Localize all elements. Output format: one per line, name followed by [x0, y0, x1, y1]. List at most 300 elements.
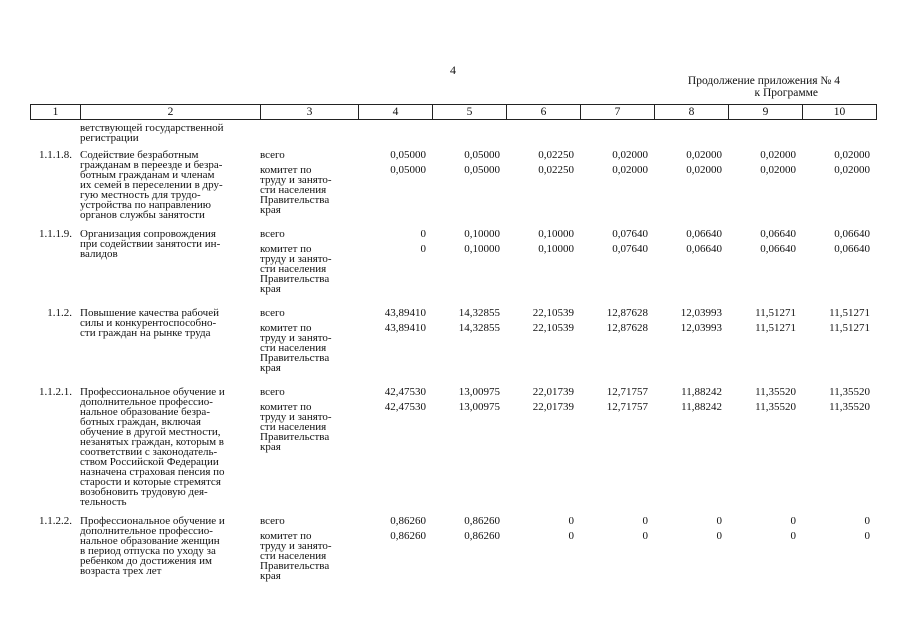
- text-line: в период отпуска по уходу за: [80, 545, 216, 557]
- value-block: [506, 531, 574, 581]
- value-spacer: [580, 432, 648, 442]
- value-cell: [654, 302, 728, 381]
- value-cell: [580, 381, 654, 510]
- value: 0,05000: [390, 149, 426, 161]
- value: 22,01739: [532, 401, 574, 413]
- value-cell: [654, 223, 728, 302]
- value-spacer: [728, 422, 796, 432]
- empty-cell: [260, 122, 358, 144]
- text-line: труду и занято-: [260, 174, 332, 186]
- value-block: [802, 387, 870, 397]
- header-cell: 3: [261, 105, 359, 120]
- value-block: [432, 165, 500, 215]
- value-spacer: [728, 561, 796, 571]
- value-block: [802, 165, 870, 215]
- value: 11,35520: [755, 386, 796, 398]
- value: 11,51271: [829, 307, 870, 319]
- value-block: [506, 244, 574, 294]
- value-block: [506, 402, 574, 452]
- value: 12,71757: [606, 386, 648, 398]
- value-spacer: [802, 185, 870, 195]
- value-spacer: [728, 185, 796, 195]
- value-spacer: [506, 333, 574, 343]
- table-row: [30, 381, 876, 510]
- name-cell: [80, 122, 260, 144]
- value: 0,02000: [760, 164, 796, 176]
- value: 11,35520: [755, 401, 796, 413]
- text-line: органов службы занятости: [80, 209, 205, 221]
- value: 14,32855: [458, 307, 500, 319]
- text-line: труду и занято-: [260, 253, 332, 265]
- empty-cell: [802, 122, 876, 144]
- value-block: [654, 531, 722, 581]
- header-cell: 4: [359, 105, 433, 120]
- value: 13,00975: [458, 386, 500, 398]
- text-lines: [80, 150, 260, 220]
- value-block: [728, 531, 796, 581]
- value-block: [358, 308, 426, 318]
- value: 42,47530: [384, 401, 426, 413]
- value-spacer: [728, 205, 796, 215]
- value-spacer: [506, 551, 574, 561]
- value-spacer: [654, 205, 722, 215]
- value-spacer: [802, 264, 870, 274]
- value: 22,10539: [532, 322, 574, 334]
- value-spacer: [358, 343, 426, 353]
- value: 0,86260: [464, 515, 500, 527]
- value-spacer: [432, 254, 500, 264]
- value-spacer: [802, 333, 870, 343]
- value-spacer: [654, 363, 722, 373]
- value-spacer: [728, 432, 796, 442]
- value-spacer: [506, 274, 574, 284]
- text-line: края: [260, 362, 281, 374]
- value-block: [506, 165, 574, 215]
- text-line: всего: [260, 515, 285, 527]
- empty-cell: [506, 122, 580, 144]
- header-cell: 2: [81, 105, 261, 120]
- value-spacer: [432, 412, 500, 422]
- value-spacer: [802, 274, 870, 284]
- value: 0,06640: [760, 228, 796, 240]
- value-spacer: [432, 195, 500, 205]
- value-block: [432, 323, 500, 373]
- appendix-caption-line1: Продолжение приложения № 4: [687, 75, 840, 87]
- text-line: Организация сопровождения: [80, 228, 216, 240]
- code-cell: 1.1.1.8.: [39, 149, 72, 161]
- value-block: [728, 387, 796, 397]
- value-spacer: [654, 284, 722, 294]
- name-cell: [80, 381, 260, 510]
- table-body: [30, 122, 876, 589]
- text-line: возобновить трудовую дея-: [80, 486, 208, 498]
- value-spacer: [358, 185, 426, 195]
- value-block: [506, 323, 574, 373]
- header-cell: 6: [507, 105, 581, 120]
- value: 42,47530: [384, 386, 426, 398]
- value-spacer: [580, 175, 648, 185]
- value-block: [432, 387, 500, 397]
- value: 0,02000: [612, 149, 648, 161]
- code-cell: 1.1.2.: [47, 307, 72, 319]
- value-spacer: [358, 363, 426, 373]
- value: 0: [420, 243, 426, 255]
- text-line: сти населения: [260, 263, 327, 275]
- value: 0,10000: [538, 243, 574, 255]
- text-lines: [260, 402, 358, 452]
- value-cell: [728, 144, 802, 223]
- value-spacer: [654, 551, 722, 561]
- text-line: всего: [260, 149, 285, 161]
- empty-cell: [728, 122, 802, 144]
- value-spacer: [580, 561, 648, 571]
- value: 43,89410: [384, 307, 426, 319]
- value-cell: [358, 510, 432, 589]
- value-spacer: [728, 353, 796, 363]
- value-block: [654, 387, 722, 397]
- value-block: [654, 402, 722, 452]
- code-cell: 1.1.1.9.: [39, 228, 72, 240]
- value-block: [358, 387, 426, 397]
- value-block: [580, 531, 648, 581]
- value-spacer: [358, 432, 426, 442]
- value: 11,88242: [681, 401, 722, 413]
- value-cell: [728, 381, 802, 510]
- value-spacer: [802, 195, 870, 205]
- appendix-caption: [640, 75, 840, 99]
- value-spacer: [432, 343, 500, 353]
- text-lines: [80, 229, 260, 259]
- code-cell: 1.1.2.2.: [39, 515, 72, 527]
- value-block: [580, 323, 648, 373]
- value-cell: [728, 510, 802, 589]
- value-spacer: [358, 264, 426, 274]
- value-block: [580, 150, 648, 160]
- value-block: [506, 516, 574, 526]
- value-spacer: [432, 442, 500, 452]
- text-line: назначена страховая пенсия по: [80, 466, 225, 478]
- value-block: [580, 402, 648, 452]
- value-block: [728, 323, 796, 373]
- value: 0,02000: [834, 164, 870, 176]
- value: 12,87628: [606, 307, 648, 319]
- value: 11,88242: [681, 386, 722, 398]
- header-cell: 5: [433, 105, 507, 120]
- table-row: [30, 302, 876, 381]
- text-line: края: [260, 283, 281, 295]
- text-line: Повышение качества рабочей: [80, 307, 219, 319]
- value-spacer: [506, 284, 574, 294]
- value-cell: [432, 302, 506, 381]
- text-line: нальное образование безра-: [80, 406, 210, 418]
- value-block: [802, 402, 870, 452]
- value-cell: [802, 510, 876, 589]
- value-spacer: [654, 343, 722, 353]
- value: 22,10539: [532, 307, 574, 319]
- value-spacer: [728, 571, 796, 581]
- header-cell: 10: [803, 105, 877, 120]
- text-line: дополнительное профессио-: [80, 396, 213, 408]
- value: 0,02000: [760, 149, 796, 161]
- value: 0: [568, 515, 574, 527]
- value-cell: [802, 302, 876, 381]
- value-cell: [802, 144, 876, 223]
- value: 0,02000: [612, 164, 648, 176]
- text-line: Правительства: [260, 560, 330, 572]
- text-line: ством Российской Федерации: [80, 456, 219, 468]
- value-spacer: [654, 185, 722, 195]
- value-spacer: [802, 353, 870, 363]
- value-spacer: [580, 442, 648, 452]
- value-spacer: [802, 551, 870, 561]
- text-line: ребенком до достижения им: [80, 555, 212, 567]
- value-spacer: [358, 561, 426, 571]
- value-cell: [580, 144, 654, 223]
- value: 0,06640: [760, 243, 796, 255]
- value-spacer: [358, 254, 426, 264]
- text-lines: [260, 516, 358, 526]
- value-cell: [728, 302, 802, 381]
- text-line: всего: [260, 228, 285, 240]
- table-row: [30, 510, 876, 589]
- value-spacer: [654, 264, 722, 274]
- text-line: нальное образование женщин: [80, 535, 220, 547]
- value-spacer: [358, 442, 426, 452]
- value-spacer: [506, 412, 574, 422]
- value: 0,06640: [686, 243, 722, 255]
- value: 0,05000: [390, 164, 426, 176]
- value-spacer: [358, 422, 426, 432]
- value-spacer: [358, 551, 426, 561]
- value: 0,86260: [390, 530, 426, 542]
- text-line: ветствующей государственной: [80, 122, 224, 134]
- value-block: [580, 387, 648, 397]
- value-block: [728, 229, 796, 239]
- value-spacer: [432, 274, 500, 284]
- source-cell: [260, 381, 358, 510]
- text-line: ботных граждан, включая: [80, 416, 201, 428]
- text-line: силы и конкурентоспособно-: [80, 317, 217, 329]
- value-spacer: [506, 175, 574, 185]
- value-spacer: [358, 412, 426, 422]
- text-lines: [260, 387, 358, 397]
- value-block: [728, 150, 796, 160]
- text-line: ботным гражданам и членам: [80, 169, 215, 181]
- value-block: [506, 308, 574, 318]
- continuation-row: [30, 122, 876, 144]
- name-cell: [80, 510, 260, 589]
- value-cell: [802, 223, 876, 302]
- value-block: [654, 308, 722, 318]
- text-line: края: [260, 204, 281, 216]
- text-lines: [80, 516, 260, 576]
- value-spacer: [580, 353, 648, 363]
- value-spacer: [728, 254, 796, 264]
- empty-cell: [432, 122, 506, 144]
- value-spacer: [654, 175, 722, 185]
- value-block: [358, 244, 426, 294]
- value: 43,89410: [384, 322, 426, 334]
- value-spacer: [728, 412, 796, 422]
- value-spacer: [580, 343, 648, 353]
- value-block: [506, 387, 574, 397]
- value-cell: [580, 302, 654, 381]
- empty-cell: [654, 122, 728, 144]
- value-block: [728, 308, 796, 318]
- value: 13,00975: [458, 401, 500, 413]
- value-block: [802, 150, 870, 160]
- value-block: [802, 531, 870, 581]
- value-spacer: [358, 274, 426, 284]
- value-spacer: [802, 442, 870, 452]
- value-spacer: [728, 195, 796, 205]
- value-block: [358, 165, 426, 215]
- value-block: [432, 229, 500, 239]
- value-spacer: [728, 541, 796, 551]
- code-cell: 1.1.2.1.: [39, 386, 72, 398]
- value-spacer: [654, 274, 722, 284]
- text-line: при содействии занятости ин-: [80, 238, 221, 250]
- value-spacer: [728, 551, 796, 561]
- value-spacer: [506, 571, 574, 581]
- value-spacer: [432, 175, 500, 185]
- text-lines: [260, 229, 358, 239]
- value-spacer: [580, 571, 648, 581]
- value-spacer: [802, 571, 870, 581]
- value-block: [580, 244, 648, 294]
- value-spacer: [654, 254, 722, 264]
- value-cell: [432, 510, 506, 589]
- value-block: [358, 402, 426, 452]
- text-lines: [80, 123, 260, 143]
- value-cell: [358, 381, 432, 510]
- value-spacer: [728, 363, 796, 373]
- text-line: комитет по: [260, 401, 312, 413]
- value-block: [506, 150, 574, 160]
- value-cell: [358, 144, 432, 223]
- value-cell: [358, 302, 432, 381]
- text-line: валидов: [80, 248, 118, 260]
- value-spacer: [358, 571, 426, 581]
- text-line: их семей в переселении в дру-: [80, 179, 223, 191]
- text-line: Правительства: [260, 431, 330, 443]
- value: 12,03993: [680, 322, 722, 334]
- value: 0,02250: [538, 164, 574, 176]
- table-row: [30, 223, 876, 302]
- empty-cell: [358, 122, 432, 144]
- value-spacer: [506, 432, 574, 442]
- text-lines: [260, 531, 358, 581]
- value-spacer: [506, 442, 574, 452]
- value-spacer: [654, 432, 722, 442]
- value-spacer: [654, 422, 722, 432]
- page-number: 4: [450, 63, 456, 77]
- value-block: [728, 165, 796, 215]
- value-spacer: [728, 343, 796, 353]
- text-line: сти населения: [260, 342, 327, 354]
- value-spacer: [654, 571, 722, 581]
- header-cell: 8: [655, 105, 729, 120]
- value: 0: [790, 515, 796, 527]
- value-spacer: [802, 412, 870, 422]
- text-line: труду и занято-: [260, 411, 332, 423]
- value-block: [654, 150, 722, 160]
- value: 0: [716, 530, 722, 542]
- value-block: [580, 516, 648, 526]
- value: 11,35520: [829, 401, 870, 413]
- text-line: всего: [260, 386, 285, 398]
- value-spacer: [506, 343, 574, 353]
- value-spacer: [728, 274, 796, 284]
- value-spacer: [802, 541, 870, 551]
- value-spacer: [580, 551, 648, 561]
- value-block: [432, 308, 500, 318]
- value-cell: [432, 144, 506, 223]
- text-line: Содействие безработным: [80, 149, 199, 161]
- value-block: [580, 308, 648, 318]
- value: 12,71757: [606, 401, 648, 413]
- value-block: [432, 150, 500, 160]
- value-spacer: [654, 353, 722, 363]
- text-line: труду и занято-: [260, 540, 332, 552]
- text-lines: [260, 244, 358, 294]
- value: 0,86260: [390, 515, 426, 527]
- value-spacer: [506, 561, 574, 571]
- value: 0: [420, 228, 426, 240]
- value-block: [358, 323, 426, 373]
- value-spacer: [654, 442, 722, 452]
- text-line: комитет по: [260, 322, 312, 334]
- value-spacer: [802, 422, 870, 432]
- value-spacer: [802, 561, 870, 571]
- value-spacer: [432, 551, 500, 561]
- value: 0,07640: [612, 243, 648, 255]
- text-line: соответствии с законодатель-: [80, 446, 218, 458]
- value: 14,32855: [458, 322, 500, 334]
- text-line: Правительства: [260, 352, 330, 364]
- value-block: [728, 244, 796, 294]
- value: 0,06640: [686, 228, 722, 240]
- value-spacer: [432, 541, 500, 551]
- empty-cell: [580, 122, 654, 144]
- value-cell: [728, 223, 802, 302]
- value-spacer: [580, 333, 648, 343]
- header-row: [31, 105, 877, 120]
- value-spacer: [802, 284, 870, 294]
- value-block: [654, 229, 722, 239]
- value: 0,10000: [538, 228, 574, 240]
- value-cell: [654, 381, 728, 510]
- value-block: [728, 402, 796, 452]
- value-spacer: [654, 333, 722, 343]
- value-spacer: [432, 432, 500, 442]
- text-line: труду и занято-: [260, 332, 332, 344]
- header-cell: 7: [581, 105, 655, 120]
- text-line: сти населения: [260, 550, 327, 562]
- value-spacer: [580, 274, 648, 284]
- value: 0,10000: [464, 228, 500, 240]
- value-spacer: [432, 333, 500, 343]
- value-spacer: [580, 254, 648, 264]
- name-cell: [80, 223, 260, 302]
- appendix-caption-line2: к Программе: [754, 87, 818, 99]
- value-spacer: [432, 571, 500, 581]
- value: 0,06640: [834, 243, 870, 255]
- value-block: [358, 516, 426, 526]
- name-cell: [80, 302, 260, 381]
- value-spacer: [506, 264, 574, 274]
- value-spacer: [728, 264, 796, 274]
